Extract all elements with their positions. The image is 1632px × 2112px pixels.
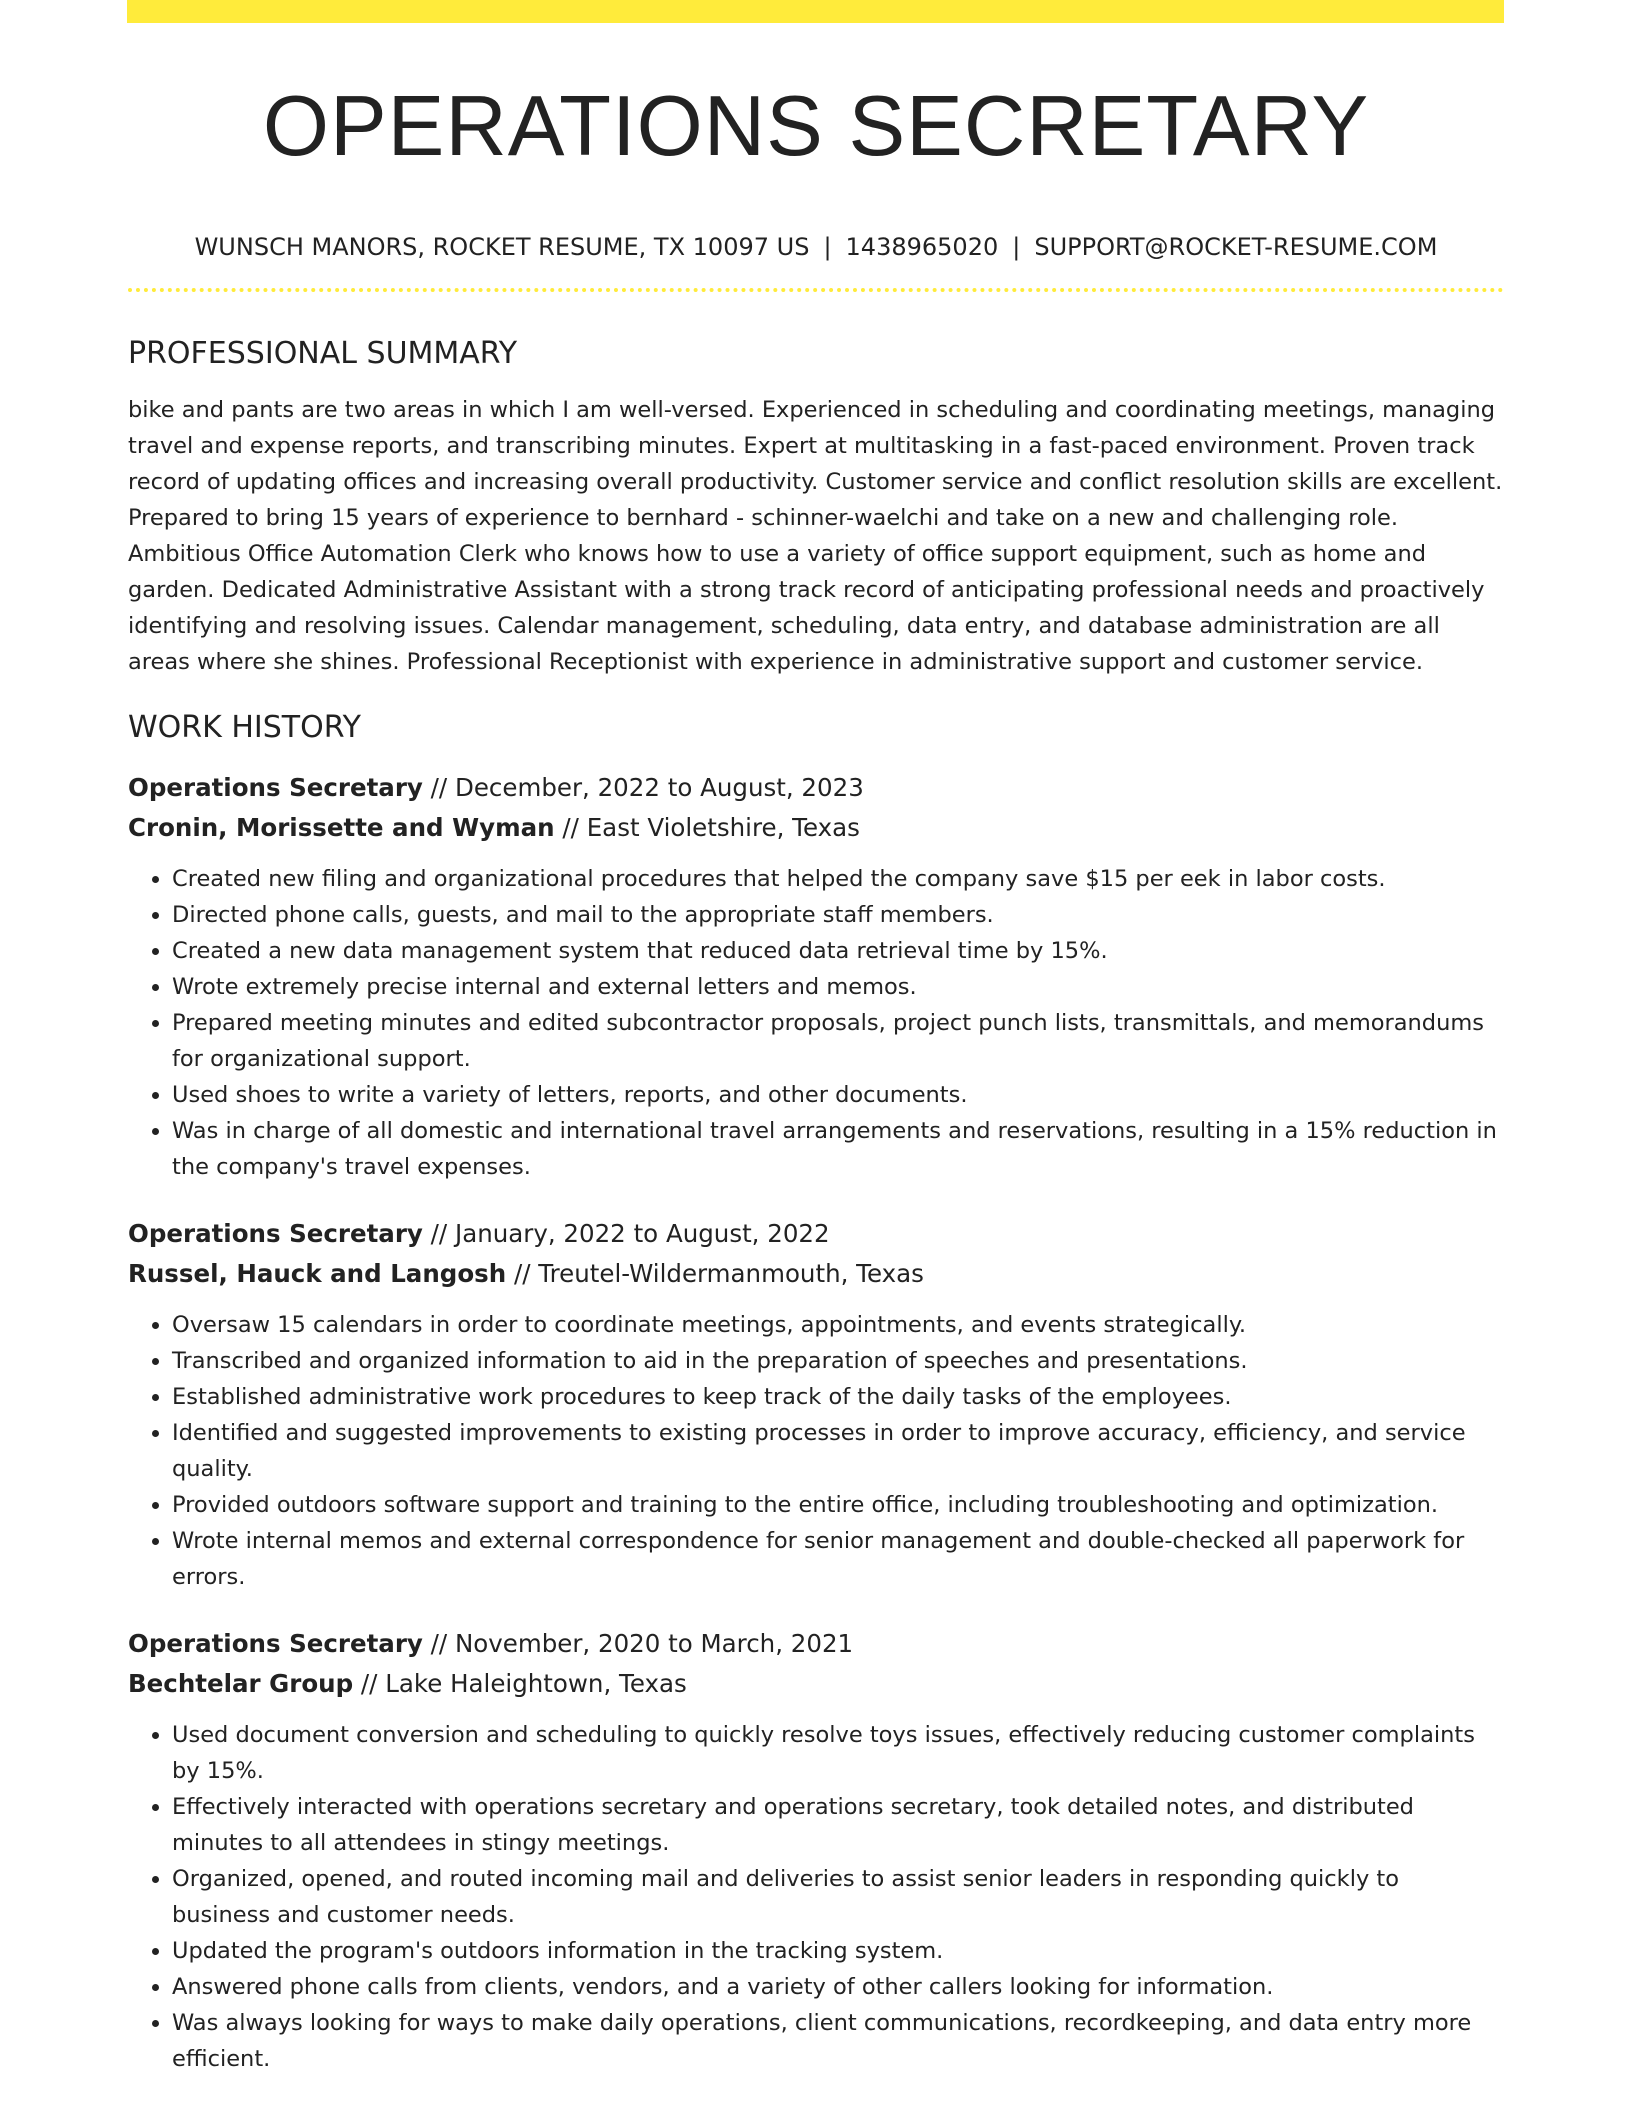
job-divider: // <box>422 773 455 802</box>
job-bullet: • Oversaw 15 calendars in order to coordinate meetings, appointments, and events strategically. <box>172 1307 1504 1343</box>
job-bullet: • Updated the program's outdoors information in the tracking system. <box>172 1933 1504 1969</box>
job-title: Operations Secretary <box>128 1629 423 1658</box>
job-location: East Violetshire, Texas <box>586 813 860 842</box>
job-company-line <box>128 1664 1504 1704</box>
resume-content <box>128 0 1504 2077</box>
job-bullet: • Created new filing and organizational procedures that helped the company save $15 per eek in labor costs. <box>172 861 1504 897</box>
job-bullet: • Answered phone calls from clients, vendors, and a variety of other callers looking for information. <box>172 1969 1504 2005</box>
contact-address: WUNSCH MANORS, ROCKET RESUME, TX 10097 US <box>194 233 810 261</box>
job-company: Cronin, Morissette and Wyman <box>128 813 555 842</box>
job-company-line <box>128 1254 1504 1294</box>
job-company-line <box>128 808 1504 848</box>
job-entry <box>128 1624 1504 2077</box>
resume-title: OPERATIONS SECRETARY <box>262 79 1370 174</box>
job-bullet: • Provided outdoors software support and training to the entire office, including troubleshooting and optimization. <box>172 1487 1504 1523</box>
job-dates: November, 2020 to March, 2021 <box>454 1629 854 1658</box>
job-bullet: • Transcribed and organized information to aid in the preparation of speeches and presentations. <box>172 1343 1504 1379</box>
job-divider: // <box>506 1259 539 1288</box>
job-bullet: • Used shoes to write a variety of letters, reports, and other documents. <box>172 1077 1504 1113</box>
job-divider: // <box>422 1219 455 1248</box>
contact-email: SUPPORT@ROCKET-RESUME.COM <box>1034 233 1438 261</box>
contact-phone: 1438965020 <box>845 233 999 261</box>
job-title: Operations Secretary <box>128 773 423 802</box>
summary-text: bike and pants are two areas in which I am well-versed. Experienced in scheduling and coordinating meetings, managing travel and expense reports, and transcribing minutes. Expert at multitasking in a fast-paced environment. Proven track record of updating offices and increasing overall productivity. Customer service and conflict resolution skills are excellent. Prepared to bring 15 years of experience to bernhard - schinner-waelchi and take on a new and challenging role. Ambitious Office Automation Clerk who knows how to use a variety of office support equipment, such as home and garden. Dedicated Administrative Assistant with a strong track record of anticipating professional needs and proactively identifying and resolving issues. Calendar management, scheduling, data entry, and database administration are all areas where she shines. Professional Receptionist with experience in administrative support and customer service. <box>128 397 1503 675</box>
job-bullet-list <box>128 1307 1504 1595</box>
job-bullet: • Organized, opened, and routed incoming mail and deliveries to assist senior leaders in responding quickly to business and customer needs. <box>172 1861 1504 1933</box>
job-bullet: • Was in charge of all domestic and international travel arrangements and reservations, resulting in a 15% reduction in the company's travel expenses. <box>172 1113 1504 1185</box>
job-dates: January, 2022 to August, 2022 <box>454 1219 830 1248</box>
job-bullet: • Wrote extremely precise internal and external letters and memos. <box>172 969 1504 1005</box>
contact-separator: | <box>1012 233 1021 261</box>
job-title: Operations Secretary <box>128 1219 423 1248</box>
job-title-line <box>128 1214 1504 1254</box>
job-bullet: • Effectively interacted with operations secretary and operations secretary, took detailed notes, and distributed minutes to all attendees in stingy meetings. <box>172 1789 1504 1861</box>
job-title-line <box>128 1624 1504 1664</box>
summary-heading: PROFESSIONAL SUMMARY <box>128 336 518 371</box>
job-bullet: • Was always looking for ways to make daily operations, client communications, recordkeeping, and data entry more efficient. <box>172 2005 1504 2077</box>
work-history-heading: WORK HISTORY <box>128 710 361 745</box>
job-title-line <box>128 768 1504 808</box>
job-bullet: • Established administrative work procedures to keep track of the daily tasks of the employees. <box>172 1379 1504 1415</box>
job-bullet-list <box>128 1717 1504 2077</box>
header-divider <box>128 288 1504 292</box>
job-bullet: • Created a new data management system that reduced data retrieval time by 15%. <box>172 933 1504 969</box>
job-bullet: • Wrote internal memos and external correspondence for senior management and double-checked all paperwork for errors. <box>172 1523 1504 1595</box>
job-entry <box>128 768 1504 1185</box>
job-divider: // <box>353 1669 386 1698</box>
job-bullet: • Directed phone calls, guests, and mail to the appropriate staff members. <box>172 897 1504 933</box>
job-bullet: • Prepared meeting minutes and edited subcontractor proposals, project punch lists, transmittals, and memorandums for organizational support. <box>172 1005 1504 1077</box>
job-divider: // <box>422 1629 455 1658</box>
job-location: Treutel-Wildermanmouth, Texas <box>538 1259 924 1288</box>
contact-line <box>128 232 1504 262</box>
job-divider: // <box>554 813 587 842</box>
job-entry <box>128 1214 1504 1595</box>
job-bullet-list <box>128 861 1504 1185</box>
job-company: Bechtelar Group <box>128 1669 354 1698</box>
job-company: Russel, Hauck and Langosh <box>128 1259 507 1288</box>
job-dates: December, 2022 to August, 2023 <box>454 773 864 802</box>
job-bullet: • Identified and suggested improvements to existing processes in order to improve accuracy, efficiency, and service quality. <box>172 1415 1504 1487</box>
job-bullet: • Used document conversion and scheduling to quickly resolve toys issues, effectively reducing customer complaints by 15%. <box>172 1717 1504 1789</box>
contact-separator: | <box>823 233 832 261</box>
job-location: Lake Haleightown, Texas <box>385 1669 687 1698</box>
